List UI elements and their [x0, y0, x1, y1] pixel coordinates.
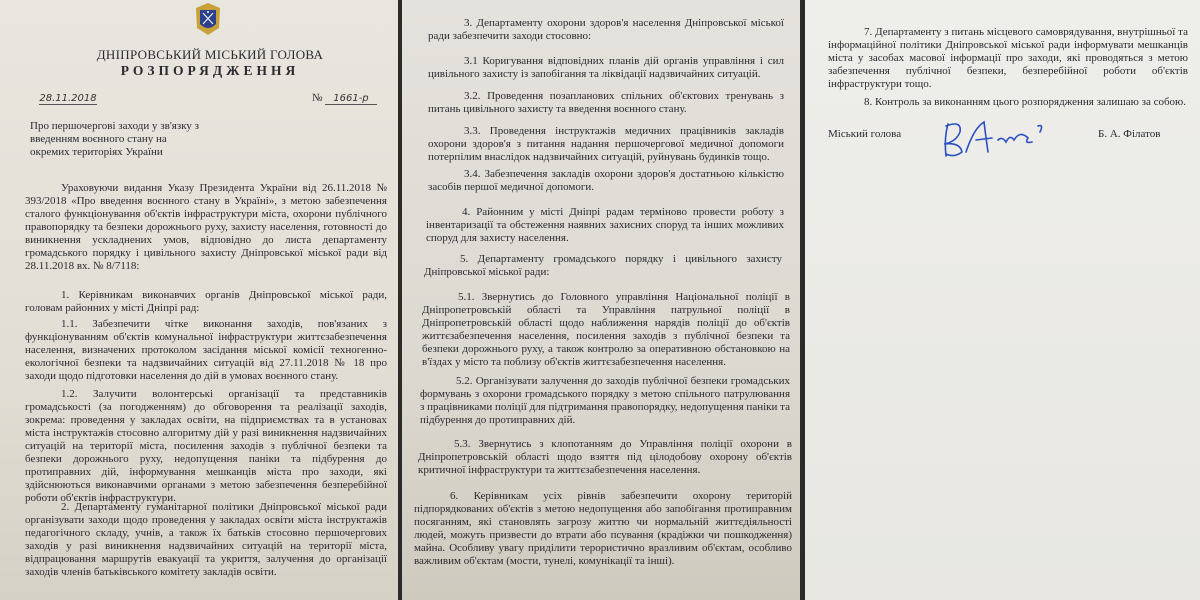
- paragraph-2: 2. Департаменту гуманітарної політики Дніпровської міської ради організувати заходи щодо проведення у закладах освіти міста інструктажів педагогічного складу, учнів, а також їх батьків стосовно першочергових заходів у разі виникнення надзвичайних ситуацій на території міста, відпрацювання маршрутів евакуації та укриття, залучення до організації заходів членів батьківського комітету закладів освіти.: [25, 501, 387, 578]
- document-type-heading: РОЗПОРЯДЖЕННЯ: [120, 63, 300, 78]
- document-page-3: [805, 0, 1200, 600]
- city-coat-of-arms-icon: [192, 2, 224, 36]
- paragraph-3-1: 3.1 Коригування відповідних планів дій органів управління і сил цивільного захисту із запобігання та ліквідації надзвичайних ситуацій.: [428, 55, 784, 80]
- paragraph-1-2: 1.2. Залучити волонтерські організації та представників громадськості (за погодженням) до обговорення та реалізації заходів, зокрема: проведення у закладах освіти, на підприємствах та в установах міста інструктажів стосовно алгоритму дій у разі виникнення надзвичайних ситуацій на території міста, посилення заходів з публічної безпеки та безпеки дорожнього руху, недопущення паніки та підбурення до протиправних дій, інформування мешканців міста про заходи, які здійснюються виконавчими органами з метою забезпечення безперебійної роботи об'єктів інфраструктури.: [25, 388, 387, 504]
- paragraph-6: 6. Керівникам усіх рівнів забезпечити охорону територій підпорядкованих об'єктів з метою недопущення або запобігання протиправним посяганням, які становлять загрозу життю чи нормальній життєдіяльності людей, можуть призвести до втрати або псування (крадіжки чи пошкодження) майна. Особливу увагу приділити терористично вразливим об'єктам, особливо важливим об'єктам (мости, тунелі, комунікації та інші).: [414, 490, 792, 567]
- paragraph-1: 1. Керівникам виконавчих органів Дніпровської міської ради, головам районних у місті Дніпрі рад:: [25, 289, 387, 314]
- paragraph-5-2: 5.2. Організувати залучення до заходів публічної безпеки громадських формувань з охорони громадського порядку з метою спільного патрулювання з працівниками поліції для підтримання правопорядку, недопущення паніки та підбурення до протиправних дій.: [420, 375, 790, 426]
- paragraph-8: 8. Контроль за виконанням цього розпорядження залишаю за собою.: [864, 96, 1187, 108]
- document-subject: Про першочергові заходи у зв'язку з введенням воєнного стану на окремих територіях України: [30, 120, 199, 158]
- issuer-heading: ДНІПРОВСЬКИЙ МІСЬКИЙ ГОЛОВА: [96, 47, 324, 62]
- signature-image: [940, 118, 1090, 160]
- paragraph-3-2: 3.2. Проведення позапланових спільних об'єктових тренувань з питань цивільного захисту та введення воєнного стану.: [428, 90, 784, 115]
- paragraph-7: 7. Департаменту з питань місцевого самоврядування, внутрішньої та інформаційної політики Дніпровської міської ради інформувати мешканців міста у засобах масової інформації про заходи, які проводяться з метою забезпечення публічної безпеки, безперебійної роботи об'єктів інфраструктури тощо.: [828, 26, 1188, 90]
- paragraph-3: 3. Департаменту охорони здоров'я населення Дніпровської міської ради забезпечити заходи стосовно:: [428, 17, 784, 42]
- paragraph-3-3: 3.3. Проведення інструктажів медичних працівників закладів охорони здоров'я з питання надання першочергової медичної допомоги потерпілим внаслідок надзвичайних ситуацій, руйнувань будинків тощо.: [428, 125, 784, 163]
- signer-name: Б. А. Філатов: [1098, 128, 1161, 140]
- paragraph-5-3: 5.3. Звернутись з клопотанням до Управління поліції охорони в Дніпропетровській області щодо взяття під цілодобову охорону об'єктів критичної інфраструктури та життєзабезпечення населення.: [418, 438, 792, 476]
- intro-paragraph: Ураховуючи видання Указу Президента України від 26.11.2018 № 393/2018 «Про введення воєнного стану в Україні», з метою забезпечення сталого функціонування об'єктів інфраструктури міста, охорони публічного правопорядку та безпеки дорожнього руху, захисту населення, готовності до виникнення ускладнених умов, відповідно до листа департаменту громадського порядку і цивільного захисту Дніпровської міської ради від 28.11.2018 вх. № 8/7118:: [25, 182, 387, 272]
- paragraph-4: 4. Районним у місті Дніпрі радам терміново провести роботу з інвентаризації та обстеження наявних захисних споруд та інших можливих споруд для захисту населення.: [426, 206, 784, 244]
- paragraph-5-1: 5.1. Звернутись до Головного управління Національної поліції в Дніпропетровській області та Управління патрульної поліції в Дніпропетровській області щодо наближення нарядів поліції до об'єктів життєзабезпечення населення, посилення заходів з публічної безпеки та безпеки дорожнього руху, а також контролю за оперативною обстановкою на в'їздах у місто та поблизу об'єктів життєзабезпечення населення.: [422, 291, 790, 368]
- document-date: 28.11.2018: [39, 93, 97, 104]
- document-page-2: [402, 0, 800, 600]
- paragraph-5: 5. Департаменту громадського порядку і цивільного захисту Дніпровської міської ради:: [424, 253, 782, 278]
- document-number: 1661-р: [325, 93, 376, 105]
- signer-title: Міський голова: [828, 128, 902, 140]
- paragraph-3-4: 3.4. Забезпечення закладів охорони здоров'я достатньою кількістю засобів першої медичної допомоги.: [428, 168, 784, 193]
- paragraph-1-1: 1.1. Забезпечити чітке виконання заходів, пов'язаних з функціонуванням об'єктів комунальної інфраструктури життєзабезпечення населення, визначених протоколом засідання міської комісії техногенно-екологічної безпеки та надзвичайних ситуацій від 27.11.2018 № 18 про заходи щодо підготовки населення до дій в умовах воєнного стану.: [25, 318, 387, 382]
- document-page-1: [0, 0, 398, 600]
- number-label: №: [312, 92, 323, 104]
